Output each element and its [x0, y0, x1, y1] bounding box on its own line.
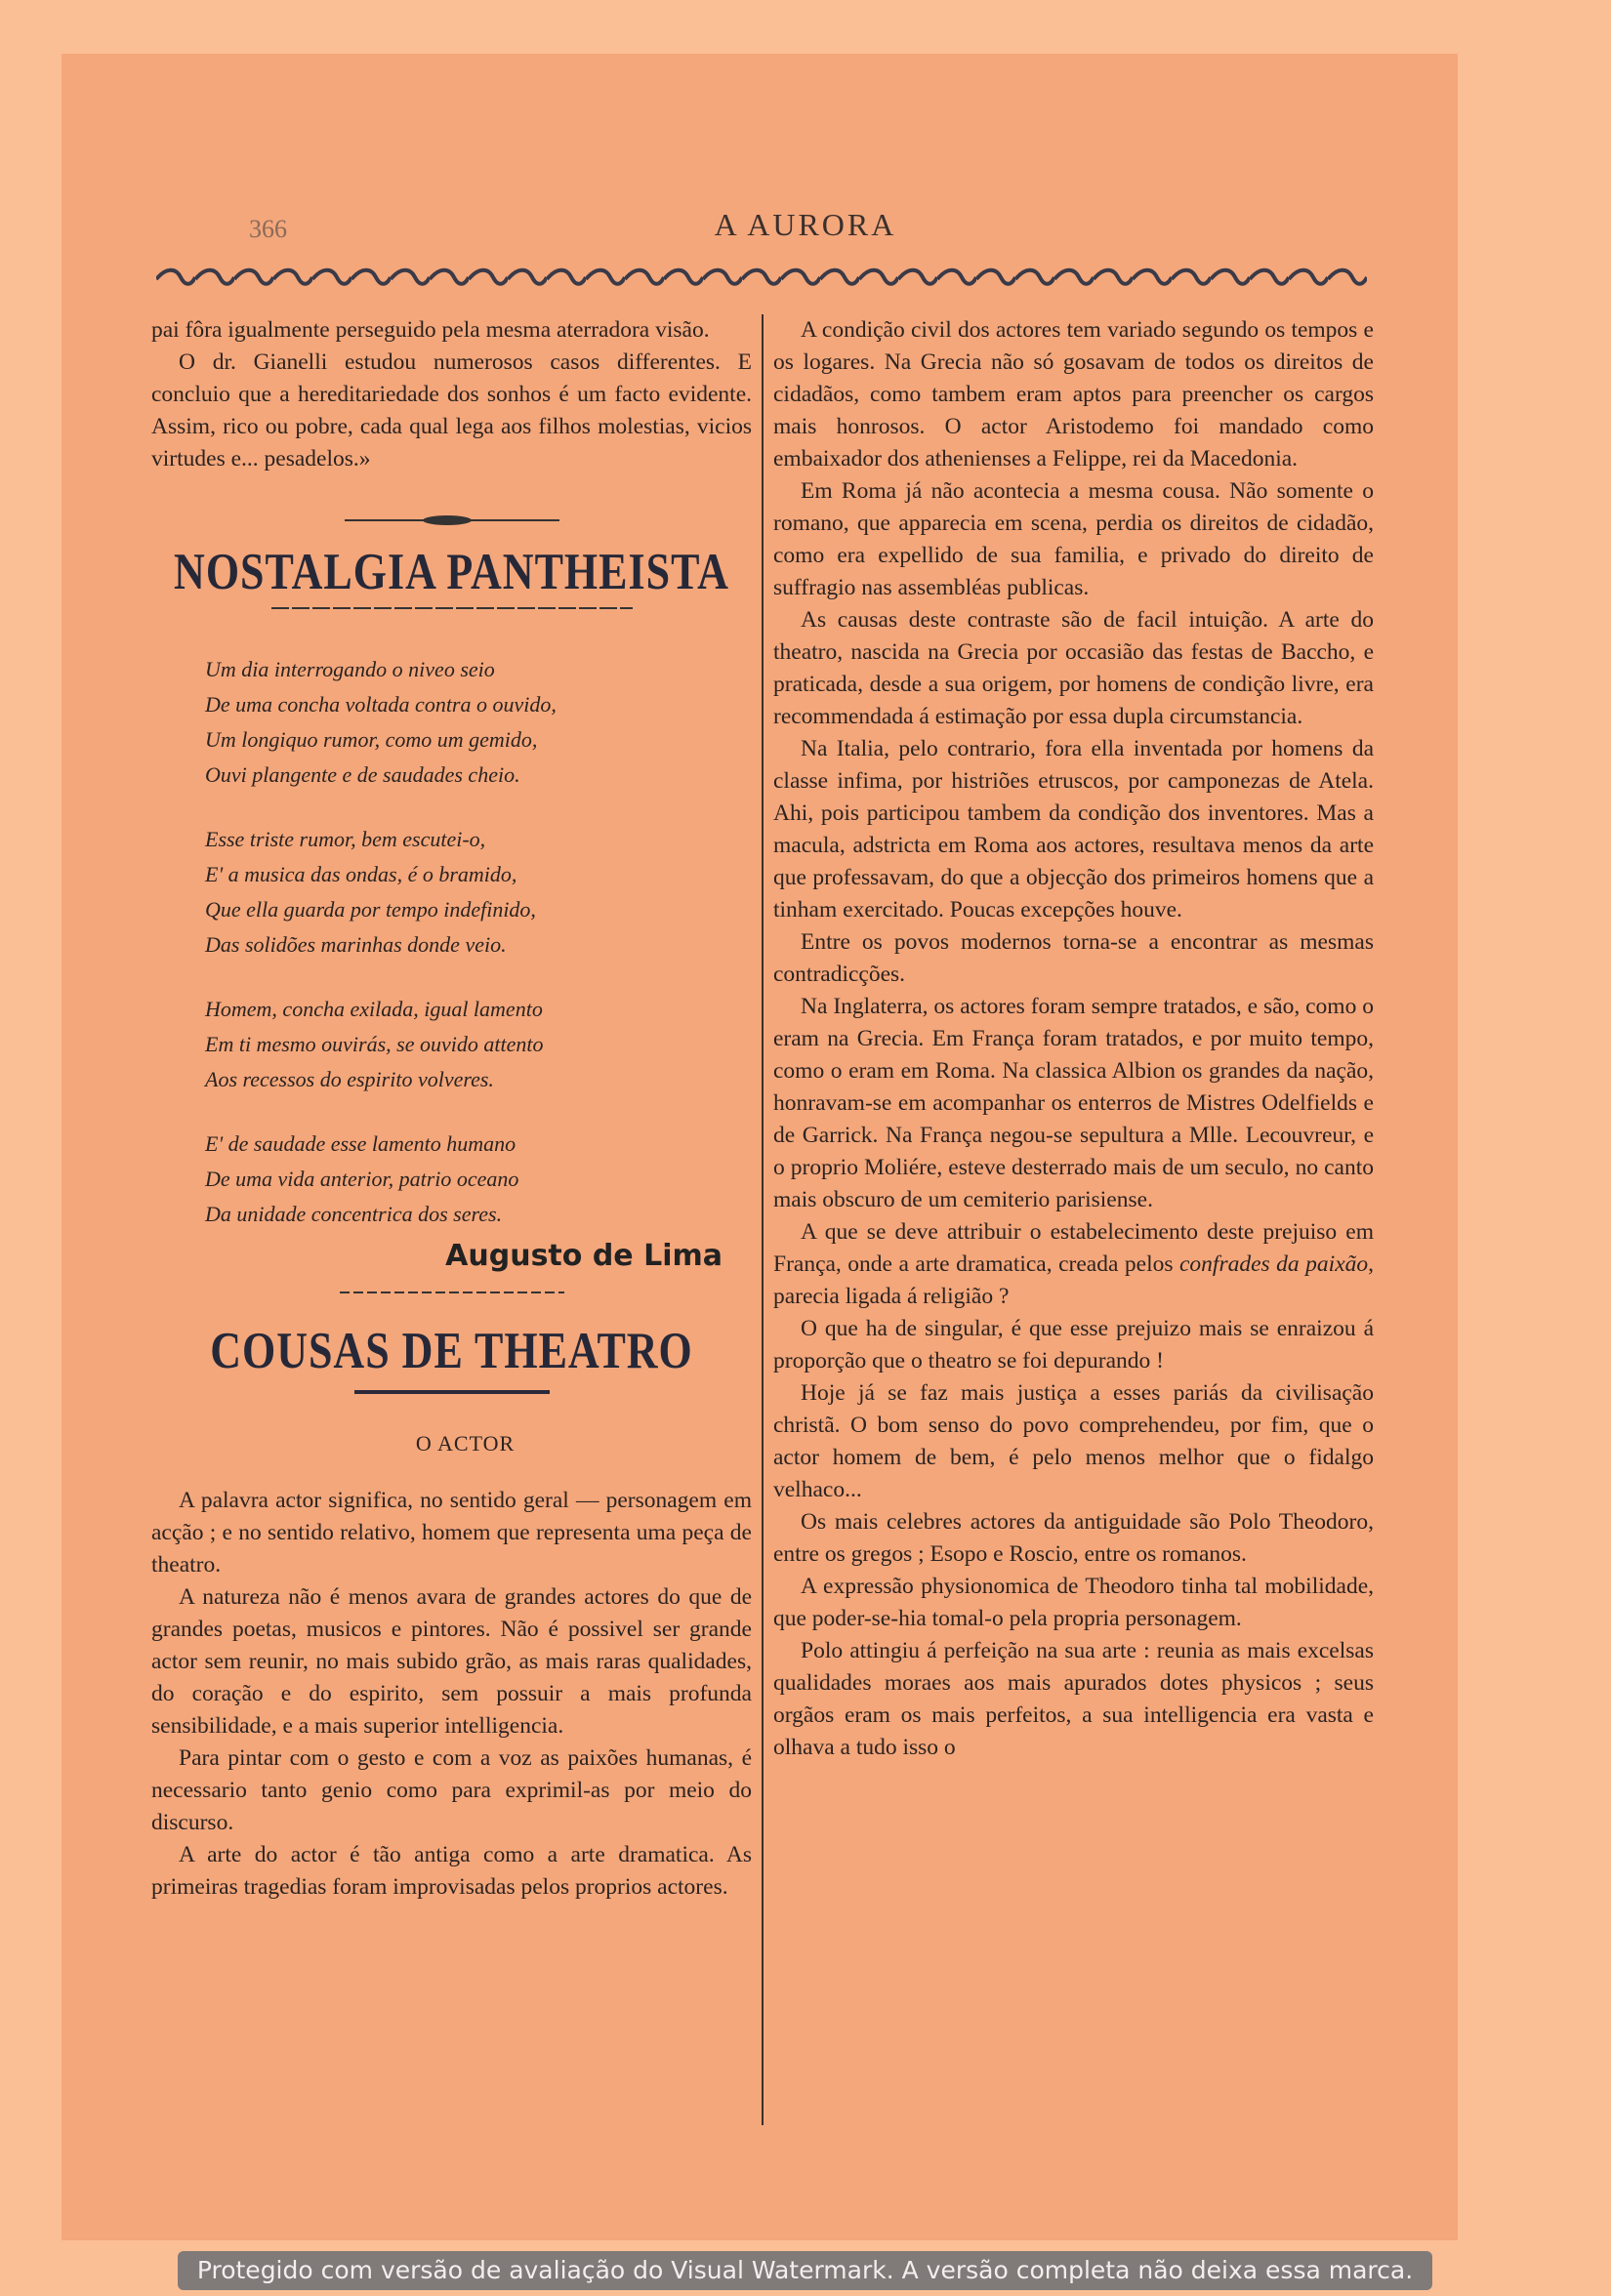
- paragraph: Entre os povos modernos torna-se a encontrar as mesmas contradicções.: [773, 929, 1374, 987]
- paragraph: Na Italia, pelo contrario, fora ella inventada por homens da classe infima, por histriões etruscos, por camponezas de Atela. Ahi, pois participou tambem da condição dos inventores. Mas a macula, adstricta em Roma aos actores, resultava menos da arte que professavam, do que a objecção dos primeiros homens que a tinham exercitado. Poucas excepções houve.: [773, 736, 1374, 922]
- paragraph: A palavra actor significa, no sentido geral — personagem em acção ; e no sentido relativo, homem que representa uma peça de theatro.: [151, 1488, 752, 1578]
- paragraph: A expressão physionomica de Theodoro tinha tal mobilidade, que poder-se-hia tomal-o pela propria personagem.: [773, 1574, 1374, 1631]
- verse: Em ti mesmo ouvirás, se ouvido attento: [205, 1032, 544, 1056]
- verse: Das solidões marinhas donde veio.: [205, 932, 507, 957]
- verse: Um dia interrogando o niveo seio: [205, 657, 495, 681]
- verse: Um longiquo rumor, como um gemido,: [205, 727, 538, 752]
- article-title: COUSAS DE THEATRO: [210, 1322, 693, 1379]
- title-rule: [271, 603, 633, 613]
- text: , parecia ligada á religião ?: [773, 1251, 1374, 1309]
- paragraph: Polo attingiu á perfeição na sua arte : reunia as mais excelsas qualidades moraes aos mais apurados dotes physicos ; seus orgãos eram os mais perfeitos, a sua intelligencia era vasta e olhava a tudo isso o: [773, 1638, 1374, 1760]
- column-divider: [762, 314, 764, 2125]
- stanza: [205, 652, 752, 793]
- verse: E' a musica das ondas, é o bramido,: [205, 862, 517, 886]
- verse: Aos recessos do espirito volveres.: [205, 1067, 494, 1091]
- italic-text: confrades da paixão: [1179, 1251, 1369, 1277]
- poem: [151, 652, 752, 1232]
- verse: De uma concha voltada contra o ouvido,: [205, 692, 557, 717]
- paragraph: Na Inglaterra, os actores foram sempre tratados, e são, como o eram na Grecia. Em França foram tratados, e por muito tempo, como o eram em Roma. Na classica Albion os grandes da nação, honravam-se em acompanhar os enterros de Mistres Odelfields e de Garrick. Na França negou-se sepultura a Mlle. Lecouvreur, e o proprio Moliére, esteve desterrado mais de um seculo, no canto mais obscuro de um cemiterio parisiense.: [773, 994, 1374, 1212]
- newspaper-title: A AURORA: [714, 207, 897, 242]
- title-rule: [354, 1388, 550, 1396]
- paragraph: [773, 1216, 1374, 1313]
- paragraph: A condição civil dos actores tem variado segundo os tempos e os logares. Na Grecia não só gosavam de todos os direitos de cidadãos, como tambem eram aptos para preencher os cargos mais honrosos. O actor Aristodemo foi mandado como embaixador dos athenienses a Felippe, rei da Macedonia.: [773, 317, 1374, 472]
- stanza: [205, 822, 752, 963]
- paragraph: A natureza não é menos avara de grandes actores do que de grandes poetas, musicos e pintores. Não é possivel ser grande actor sem reunir, no mais subido grão, as mais raras qualidades, do coração e do espirito, sem possuir a mais profunda sensibilidade, e a mais superior intelligencia.: [151, 1584, 752, 1739]
- page-number: 366: [249, 215, 287, 243]
- ornament-divider: [345, 511, 559, 530]
- paragraph: pai fôra igualmente perseguido pela mesma aterradora visão.: [151, 317, 710, 343]
- paragraph: As causas deste contraste são de facil intuição. A arte do theatro, nascida na Grecia por occasião das festas de Baccho, e praticada, desde a sua origem, por homens de condição livre, era recommendada á estimação por essa dupla circumstancia.: [773, 607, 1374, 729]
- stanza: [205, 1127, 752, 1232]
- poem-author: Augusto de Lima: [445, 1239, 723, 1273]
- poem-title: NOSTALGIA PANTHEISTA: [174, 543, 729, 600]
- paragraph: Hoje já se faz mais justiça a esses pariás da civilisação christã. O bom senso do povo comprehendeu, por fim, que o actor homem de bem, é pelo menos melhor que o fidalgo velhaco...: [773, 1380, 1374, 1502]
- paragraph: Para pintar com o gesto e com a voz as paixões humanas, é necessario tanto genio como para exprimil-as por meio do discurso.: [151, 1745, 752, 1835]
- verse: Que ella guarda por tempo indefinido,: [205, 897, 536, 922]
- stanza: [205, 992, 752, 1097]
- verse: Esse triste rumor, bem escutei-o,: [205, 827, 486, 851]
- watermark-banner: Protegido com versão de avaliação do Visual Watermark. A versão completa não deixa essa marca.: [178, 2251, 1432, 2290]
- article-subtitle: O ACTOR: [415, 1431, 516, 1456]
- left-column: [151, 314, 752, 1904]
- text: A que se deve attribuir o estabelecimento deste prejuiso em França, onde a arte dramatica, creada pelos: [773, 1219, 1374, 1277]
- paragraph: Os mais celebres actores da antiguidade são Polo Theodoro, entre os gregos ; Esopo e Roscio, entre os romanos.: [773, 1509, 1374, 1567]
- verse: Homem, concha exilada, igual lamento: [205, 997, 543, 1021]
- verse: Da unidade concentrica dos seres.: [205, 1202, 503, 1226]
- paragraph: O dr. Gianelli estudou numerosos casos differentes. E concluio que a hereditariedade dos sonhos é um facto evidente. Assim, rico ou pobre, cada qual lega aos filhos molestias, vicios virtudes e... pesadelos.»: [151, 349, 752, 472]
- paragraph: O que ha de singular, é que esse prejuizo mais se enraizou á proporção que o theatro se foi depurando !: [773, 1316, 1374, 1374]
- paragraph: A arte do actor é tão antiga como a arte dramatica. As primeiras tragedias foram improvisadas pelos proprios actores.: [151, 1842, 752, 1900]
- paragraph: Em Roma já não acontecia a mesma cousa. Não somente o romano, que apparecia em scena, perdia os direitos de cidadão, como era expellido de sua familia, e privado do direito de suffragio nas assembléas publicas.: [773, 478, 1374, 600]
- wavy-rule: [156, 264, 1367, 291]
- right-column: [773, 314, 1374, 1764]
- verse: De uma vida anterior, patrio oceano: [205, 1167, 519, 1191]
- verse: E' de saudade esse lamento humano: [205, 1131, 516, 1156]
- ornament-divider: [340, 1286, 564, 1299]
- verse: Ouvi plangente e de saudades cheio.: [205, 762, 520, 787]
